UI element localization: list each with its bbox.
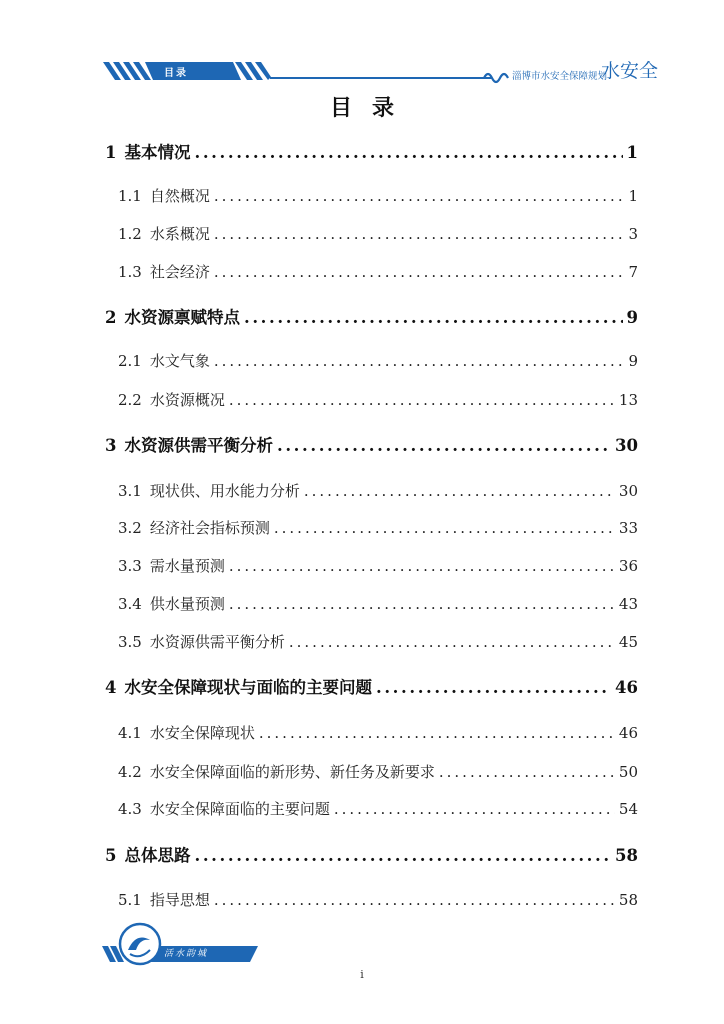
toc-label: 水文气象 xyxy=(149,352,210,370)
toc-entry-section[interactable] xyxy=(118,223,638,245)
footer-emblem-icon xyxy=(98,920,268,970)
water-security-logo: 水安全 xyxy=(601,60,659,82)
toc-number: 1.2 xyxy=(118,225,142,243)
toc-number: 4.3 xyxy=(118,800,142,818)
toc-label: 水安全保障面临的新形势、新任务及新要求 xyxy=(149,763,435,781)
toc-entry-section[interactable] xyxy=(118,480,638,502)
toc-number: 2.1 xyxy=(118,352,142,370)
footer-slogan: 活水韵城 xyxy=(164,949,209,959)
toc-entry-section[interactable] xyxy=(118,389,638,411)
toc-label: 水安全保障面临的主要问题 xyxy=(149,800,330,818)
toc-page-number: 30 xyxy=(615,436,638,455)
toc-page-number: 3 xyxy=(628,225,638,243)
toc-page-number: 30 xyxy=(618,482,638,500)
toc-entry-section[interactable] xyxy=(118,555,638,577)
toc-leader-dots xyxy=(229,389,615,411)
toc-label: 现状供、用水能力分析 xyxy=(149,482,300,500)
toc-label: 水资源供需平衡分析 xyxy=(149,633,285,651)
toc-leader-dots xyxy=(274,517,615,539)
toc-label: 社会经济 xyxy=(149,263,210,281)
toc-entry-chapter[interactable] xyxy=(105,307,638,329)
toc-label: 自然概况 xyxy=(149,187,210,205)
toc-number: 3.2 xyxy=(118,519,142,537)
header-divider xyxy=(270,77,492,79)
toc-entry-chapter[interactable] xyxy=(105,677,638,699)
toc-number: 3 xyxy=(105,436,117,455)
toc-label: 基本情况 xyxy=(124,143,191,162)
toc-number: 5.1 xyxy=(118,891,142,909)
toc-label: 指导思想 xyxy=(149,891,210,909)
toc-page-number: 58 xyxy=(618,891,638,909)
toc-entry-chapter[interactable] xyxy=(105,845,638,867)
toc-page-number: 7 xyxy=(628,263,638,281)
toc-number: 2 xyxy=(105,308,117,327)
toc-label: 需水量预测 xyxy=(149,557,225,575)
header-org-name: 淄博市水安全保障规划 xyxy=(512,71,608,82)
toc-leader-dots xyxy=(214,223,625,245)
toc-leader-dots xyxy=(229,555,615,577)
toc-page-number: 54 xyxy=(618,800,638,818)
toc-number: 1 xyxy=(105,143,117,162)
toc-page-number: 36 xyxy=(618,557,638,575)
toc-entry-section[interactable] xyxy=(118,761,638,783)
toc-label: 总体思路 xyxy=(124,846,191,865)
toc-number: 3.5 xyxy=(118,633,142,651)
toc-page-number: 9 xyxy=(628,352,638,370)
toc-number: 1.3 xyxy=(118,263,142,281)
toc-entry-section[interactable] xyxy=(118,889,638,911)
toc-leader-dots xyxy=(439,761,615,783)
toc-leader-dots xyxy=(259,722,615,744)
toc-page-number: 46 xyxy=(618,724,638,742)
toc-entry-section[interactable] xyxy=(118,631,638,653)
toc-entry-section[interactable] xyxy=(118,350,638,372)
toc-entry-chapter[interactable] xyxy=(105,142,638,164)
toc-entry-section[interactable] xyxy=(118,798,638,820)
toc-number: 1.1 xyxy=(118,187,142,205)
toc-page-number: 33 xyxy=(618,519,638,537)
toc-leader-dots xyxy=(376,677,611,699)
toc-number: 4.1 xyxy=(118,724,142,742)
toc-label: 水安全保障现状与面临的主要问题 xyxy=(124,678,372,697)
toc-leader-dots xyxy=(214,889,615,911)
toc-number: 4 xyxy=(105,678,117,697)
toc-entry-chapter[interactable] xyxy=(105,435,638,457)
toc-entry-section[interactable] xyxy=(118,261,638,283)
page-title: 目录 xyxy=(329,95,414,121)
toc-number: 5 xyxy=(105,846,117,865)
toc-leader-dots xyxy=(277,435,611,457)
header-section-label: 目录 xyxy=(164,68,188,79)
toc-label: 水安全保障现状 xyxy=(149,724,255,742)
toc-number: 4.2 xyxy=(118,763,142,781)
toc-leader-dots xyxy=(244,307,623,329)
toc-label: 经济社会指标预测 xyxy=(149,519,270,537)
toc-page-number: 13 xyxy=(618,391,638,409)
toc-page-number: 58 xyxy=(615,846,638,865)
toc-number: 3.4 xyxy=(118,595,142,613)
toc-page-number: 1 xyxy=(628,187,638,205)
toc-leader-dots xyxy=(289,631,615,653)
toc-label: 水资源供需平衡分析 xyxy=(124,436,273,455)
toc-leader-dots xyxy=(194,845,611,867)
toc-leader-dots xyxy=(334,798,615,820)
page-header xyxy=(0,0,724,90)
toc-leader-dots xyxy=(214,261,625,283)
toc-leader-dots xyxy=(194,142,622,164)
toc-number: 3.1 xyxy=(118,482,142,500)
toc-number: 2.2 xyxy=(118,391,142,409)
toc-label: 水系概况 xyxy=(149,225,210,243)
toc-entry-section[interactable] xyxy=(118,185,638,207)
toc-label: 水资源禀赋特点 xyxy=(124,308,240,327)
toc-label: 水资源概况 xyxy=(149,391,225,409)
toc-page-number: 9 xyxy=(626,308,638,327)
page-number: i xyxy=(360,968,364,981)
toc-entry-section[interactable] xyxy=(118,593,638,615)
toc-page-number: 1 xyxy=(626,143,638,162)
toc-leader-dots xyxy=(304,480,615,502)
toc-page-number: 45 xyxy=(618,633,638,651)
toc-page-number: 50 xyxy=(618,763,638,781)
toc-entry-section[interactable] xyxy=(118,517,638,539)
toc-page-number: 43 xyxy=(618,595,638,613)
toc-label: 供水量预测 xyxy=(149,595,225,613)
toc-leader-dots xyxy=(214,185,625,207)
toc-entry-section[interactable] xyxy=(118,722,638,744)
toc-page-number: 46 xyxy=(615,678,638,697)
toc-leader-dots xyxy=(229,593,615,615)
toc-leader-dots xyxy=(214,350,625,372)
toc-number: 3.3 xyxy=(118,557,142,575)
